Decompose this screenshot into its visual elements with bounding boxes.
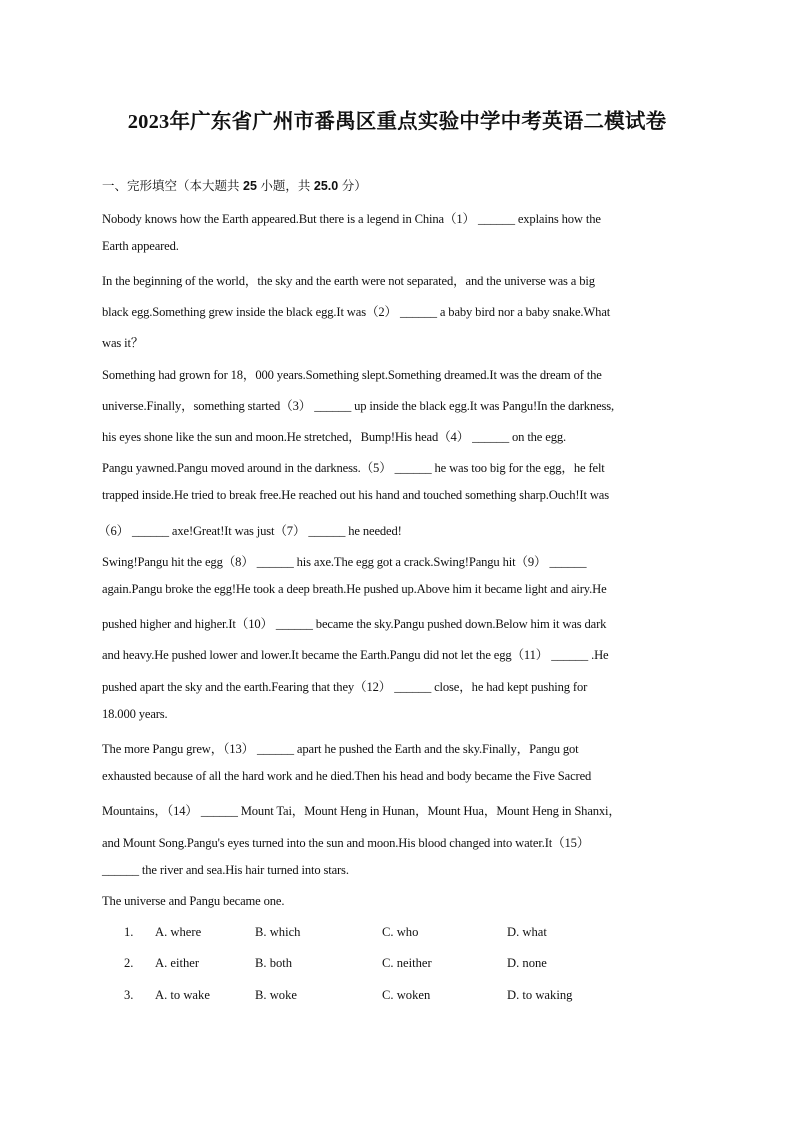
passage-line: The more Pangu grew，（13） ______ apart he pushed the Earth and the sky.Finally，Pangu got [102,742,579,756]
section-heading [102,176,367,194]
passage-line: exhausted because of all the hard work and he died.Then his head and body became the Five Sacred [102,769,592,783]
section-prefix: 一、完形填空（本大题共 [102,179,240,193]
passage-line: Nobody knows how the Earth appeared.But there is a legend in China（1） ______ explains how the [102,212,601,226]
passage-line: and heavy.He pushed lower and lower.It became the Earth.Pangu did not let the egg（11） ______ .He [102,648,609,662]
question-number: 1. [124,925,134,939]
passage-line: 18.000 years. [102,707,168,721]
passage-line: pushed apart the sky and the earth.Fearing that they（12） ______ close，he had kept pushing for [102,680,588,694]
section-suffix: 分） [341,179,367,193]
passage-line: universe.Finally，something started（3） ______ up inside the black egg.It was Pangu!In the darkness, [102,399,615,413]
passage-line: his eyes shone like the sun and moon.He stretched，Bump!His head（4） ______ on the egg. [102,430,566,444]
option-a[interactable]: A. where [155,925,202,939]
question-number: 2. [124,956,134,970]
passage-line: Something had grown for 18，000 years.Something slept.Something dreamed.It was the dream of the [102,368,602,382]
section-score: 25.0 [313,179,339,193]
passage-line: （6） ______ axe!Great!It was just（7） ______ he needed! [98,524,402,538]
option-d[interactable]: D. what [507,925,547,939]
option-b[interactable]: B. woke [255,988,297,1002]
option-a[interactable]: A. either [155,956,200,970]
passage-line: The universe and Pangu became one. [102,894,285,908]
option-c[interactable]: C. woken [382,988,431,1002]
passage-line: trapped inside.He tried to break free.He reached out his hand and touched something sharp.Ouch!It was [102,488,609,502]
option-c[interactable]: C. neither [382,956,432,970]
option-a[interactable]: A. to wake [155,988,210,1002]
option-d[interactable]: D. to waking [507,988,573,1002]
option-b[interactable]: B. both [255,956,293,970]
option-b[interactable]: B. which [255,925,301,939]
passage-line: and Mount Song.Pangu's eyes turned into the sun and moon.His blood changed into water.It（15） [102,836,590,850]
passage-line: In the beginning of the world，the sky and the earth were not separated，and the universe was a big [102,274,595,288]
passage-line: pushed higher and higher.It（10） ______ became the sky.Pangu pushed down.Below him it was dark [102,617,607,631]
passage-line: again.Pangu broke the egg!He took a deep breath.He pushed up.Above him it became light and airy.He [102,582,607,596]
passage-line: Pangu yawned.Pangu moved around in the darkness.（5） ______ he was too big for the egg，he felt [102,461,605,475]
passage-line: Earth appeared. [102,239,179,253]
passage-line: Swing!Pangu hit the egg（8） ______ his axe.The egg got a crack.Swing!Pangu hit（9） ______ [102,555,587,569]
option-c[interactable]: C. who [382,925,419,939]
page-title: 2023年广东省广州市番禺区重点实验中学中考英语二模试卷 [127,111,667,133]
section-count: 25 [243,179,257,193]
passage-line: was it？ [102,336,144,350]
option-d[interactable]: D. none [507,956,547,970]
passage-line: ______ the river and sea.His hair turned into stars. [102,863,349,877]
question-number: 3. [124,988,134,1002]
passage-line: Mountains，（14） ______ Mount Tai，Mount Heng in Hunan，Mount Hua，Mount Heng in Shanxi， [102,804,621,818]
section-mid: 小题，共 [260,179,311,193]
passage-line: black egg.Something grew inside the black egg.It was（2） ______ a baby bird nor a baby snake.What [102,305,611,319]
